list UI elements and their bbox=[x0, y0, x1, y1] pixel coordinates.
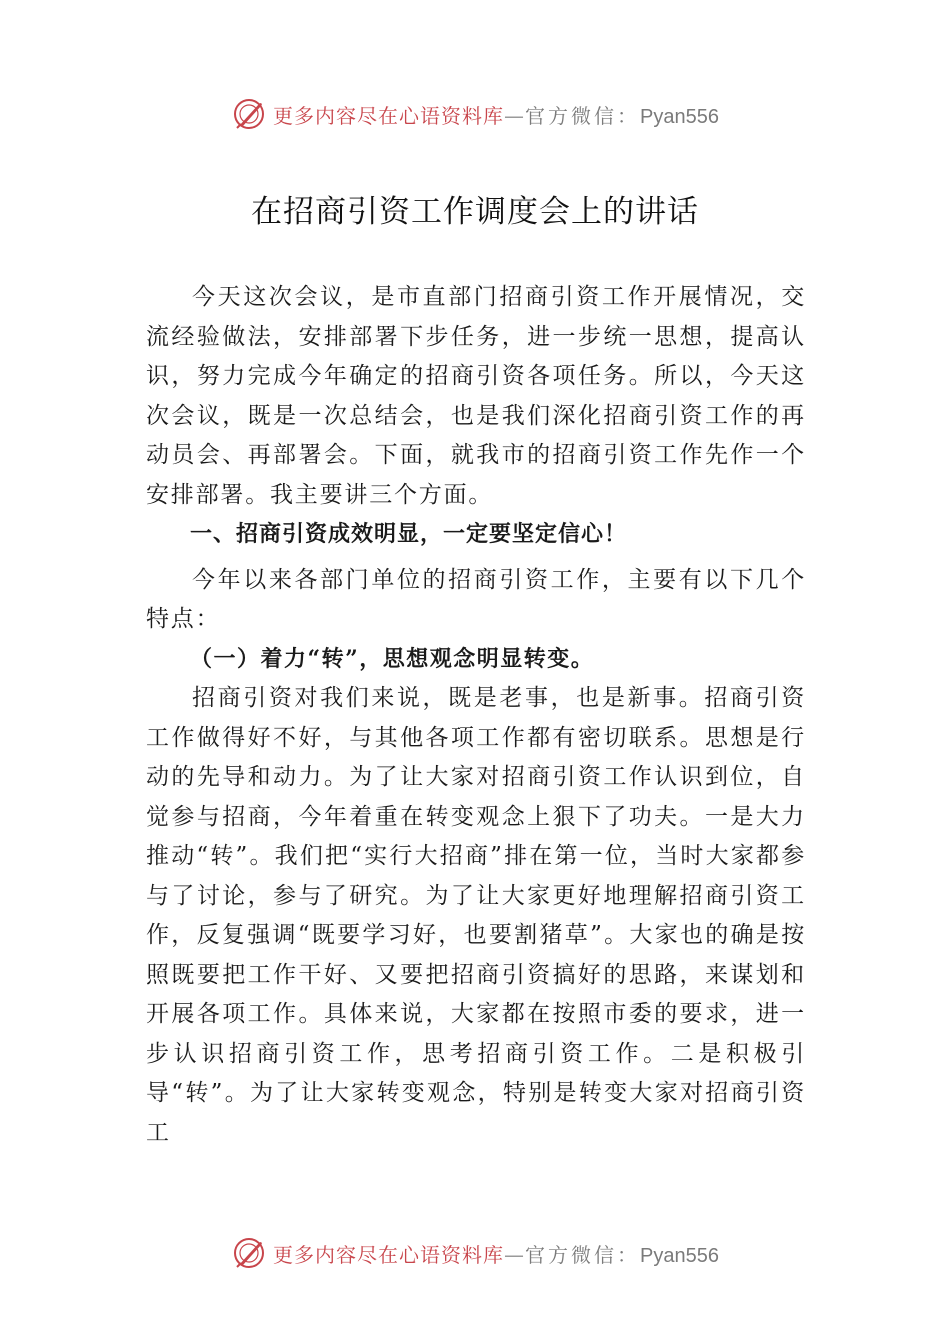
banner-main-text: 更多内容尽在心语资料库 bbox=[273, 1242, 505, 1267]
subsection-heading-1: （一）着力“转”，思想观念明显转变。 bbox=[190, 645, 595, 672]
banner-wechat-id: Pyan556 bbox=[640, 1244, 719, 1267]
section-heading-1: 一、招商引资成效明显，一定要坚定信心！ bbox=[190, 522, 628, 547]
paragraph-details: 招商引资对我们来说，既是老事，也是新事。招商引资工作做得好不好，与其他各项工作都有密切联系。思想是行动的先导和动力。为了让大家对招商引资工作认识到位，自觉参与招商，今年着重在转变观念上狠下了功夫。一是大力推动“转”。我们把“实行大招商”排在第一位，当时大家都参与了讨论，参与了研究。为了让大家更好地理解招商引资工作，反复强调“既要学习好，也要割猪草”。大家也的确是按照既要把工作干好、又要把招商引资搞好的思路，来谋划和开展各项工作。具体来说，大家都在按照市委的要求，进一步认识招商引资工作，思考招商引资工作。二是积极引导“转”。为了让大家转变观念，特别是转变大家对招商引资工 bbox=[146, 685, 806, 1146]
quill-circle-icon bbox=[231, 1235, 267, 1271]
banner-wechat-label: 官方微信： bbox=[525, 103, 641, 128]
banner-main-text: 更多内容尽在心语资料库 bbox=[273, 103, 505, 128]
banner-wechat-id: Pyan556 bbox=[640, 105, 719, 128]
header-banner bbox=[0, 94, 950, 134]
paragraph-features: 今年以来各部门单位的招商引资工作，主要有以下几个特点： bbox=[146, 566, 806, 632]
banner-separator: — bbox=[504, 103, 526, 128]
banner-separator: — bbox=[504, 1242, 526, 1267]
banner-wechat-label: 官方微信： bbox=[525, 1242, 641, 1267]
banner-text bbox=[273, 1239, 719, 1268]
quill-circle-icon bbox=[231, 96, 267, 132]
footer-banner bbox=[0, 1233, 950, 1273]
banner-text bbox=[273, 100, 719, 129]
paragraph-intro: 今天这次会议，是市直部门招商引资工作开展情况，交流经验做法，安排部署下步任务，进一步统一思想，提高认识，努力完成今年确定的招商引资各项任务。所以，今天这次会议，既是一次总结会，也是我们深化招商引资工作的再动员会、再部署会。下面，就我市的招商引资工作先作一个安排部署。我主要讲三个方面。 bbox=[146, 284, 806, 508]
document-title: 在招商引资工作调度会上的讲话 bbox=[251, 194, 699, 230]
document-body bbox=[146, 278, 806, 1153]
